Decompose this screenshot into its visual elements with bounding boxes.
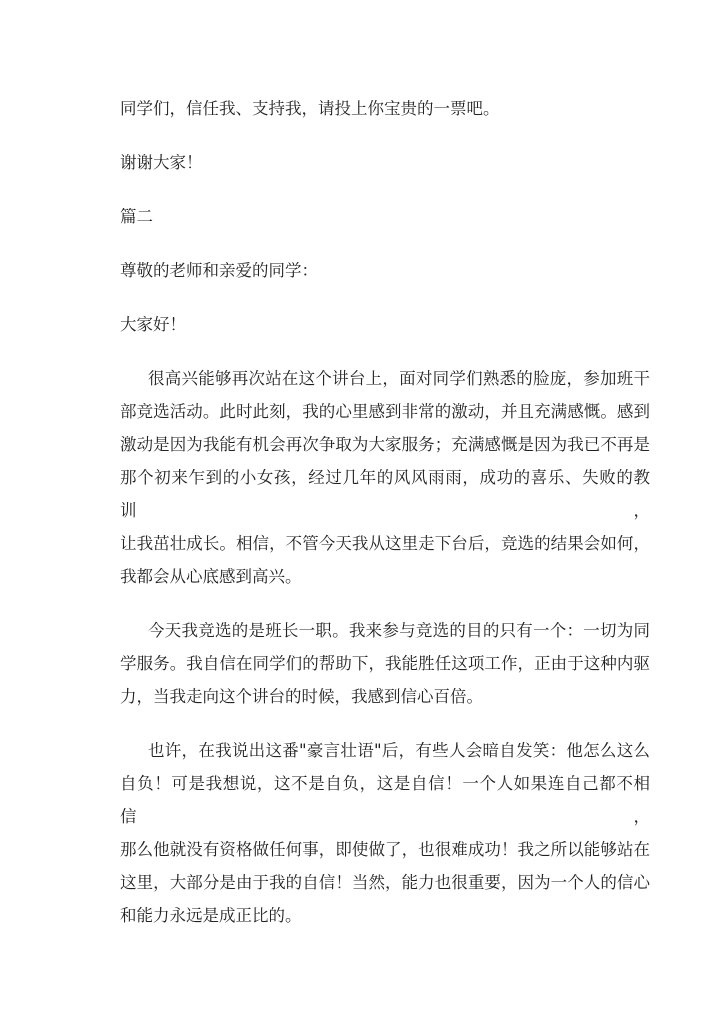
paragraph-line: 我都会从心底感到高兴。 — [120, 567, 302, 586]
paragraph-line: 谢谢大家！ — [120, 153, 203, 172]
paragraph-line: 自负！可是我想说，这不是自负，这是自信！一个人如果连自己都不相信， — [120, 774, 650, 826]
paragraph — [120, 362, 650, 593]
paragraph-line: 部竞选活动。此时此刻，我的心里感到非常的激动，并且充满感慨。感到 — [120, 402, 650, 421]
paragraph — [120, 92, 650, 125]
paragraph — [120, 146, 650, 179]
paragraph-line: 那个初来乍到的小女孩，经过几年的风风雨雨，成功的喜乐、失败的教训， — [120, 468, 650, 520]
paragraph-line: 学服务。我自信在同学们的帮助下，我能胜任这项工作，正由于这种内驱 — [120, 654, 650, 673]
paragraph-line: 激动是因为我能有机会再次争取为大家服务；充满感慨是因为我已不再是 — [120, 435, 650, 454]
paragraph — [120, 614, 650, 713]
paragraph — [120, 200, 650, 233]
paragraph-line: 那么他就没有资格做任何事，即使做了，也很难成功！我之所以能够站在 — [120, 840, 650, 859]
section-heading: 篇二 — [120, 207, 153, 226]
paragraph-line: 也许，在我说出这番"豪言壮语"后，有些人会暗自发笑：他怎么这么 — [148, 741, 650, 760]
paragraph — [120, 308, 650, 341]
paragraph — [120, 254, 650, 287]
salutation: 尊敬的老师和亲爱的同学： — [120, 261, 318, 280]
paragraph — [120, 734, 650, 932]
paragraph-line: 今天我竞选的是班长一职。我来参与竞选的目的只有一个：一切为同 — [148, 621, 650, 640]
paragraph-line: 和能力永远是成正比的。 — [120, 906, 302, 925]
paragraph-line: 很高兴能够再次站在这个讲台上，面对同学们熟悉的脸庞，参加班干 — [148, 369, 650, 388]
paragraph-line: 让我茁壮成长。相信，不管今天我从这里走下台后，竞选的结果会如何， — [120, 534, 650, 553]
greeting: 大家好！ — [120, 315, 186, 334]
paragraph-line: 同学们，信任我、支持我，请投上你宝贵的一票吧。 — [120, 99, 500, 118]
paragraph-line: 这里，大部分是由于我的自信！当然，能力也很重要，因为一个人的信心 — [120, 873, 650, 892]
paragraph-line: 力，当我走向这个讲台的时候，我感到信心百倍。 — [120, 687, 483, 706]
